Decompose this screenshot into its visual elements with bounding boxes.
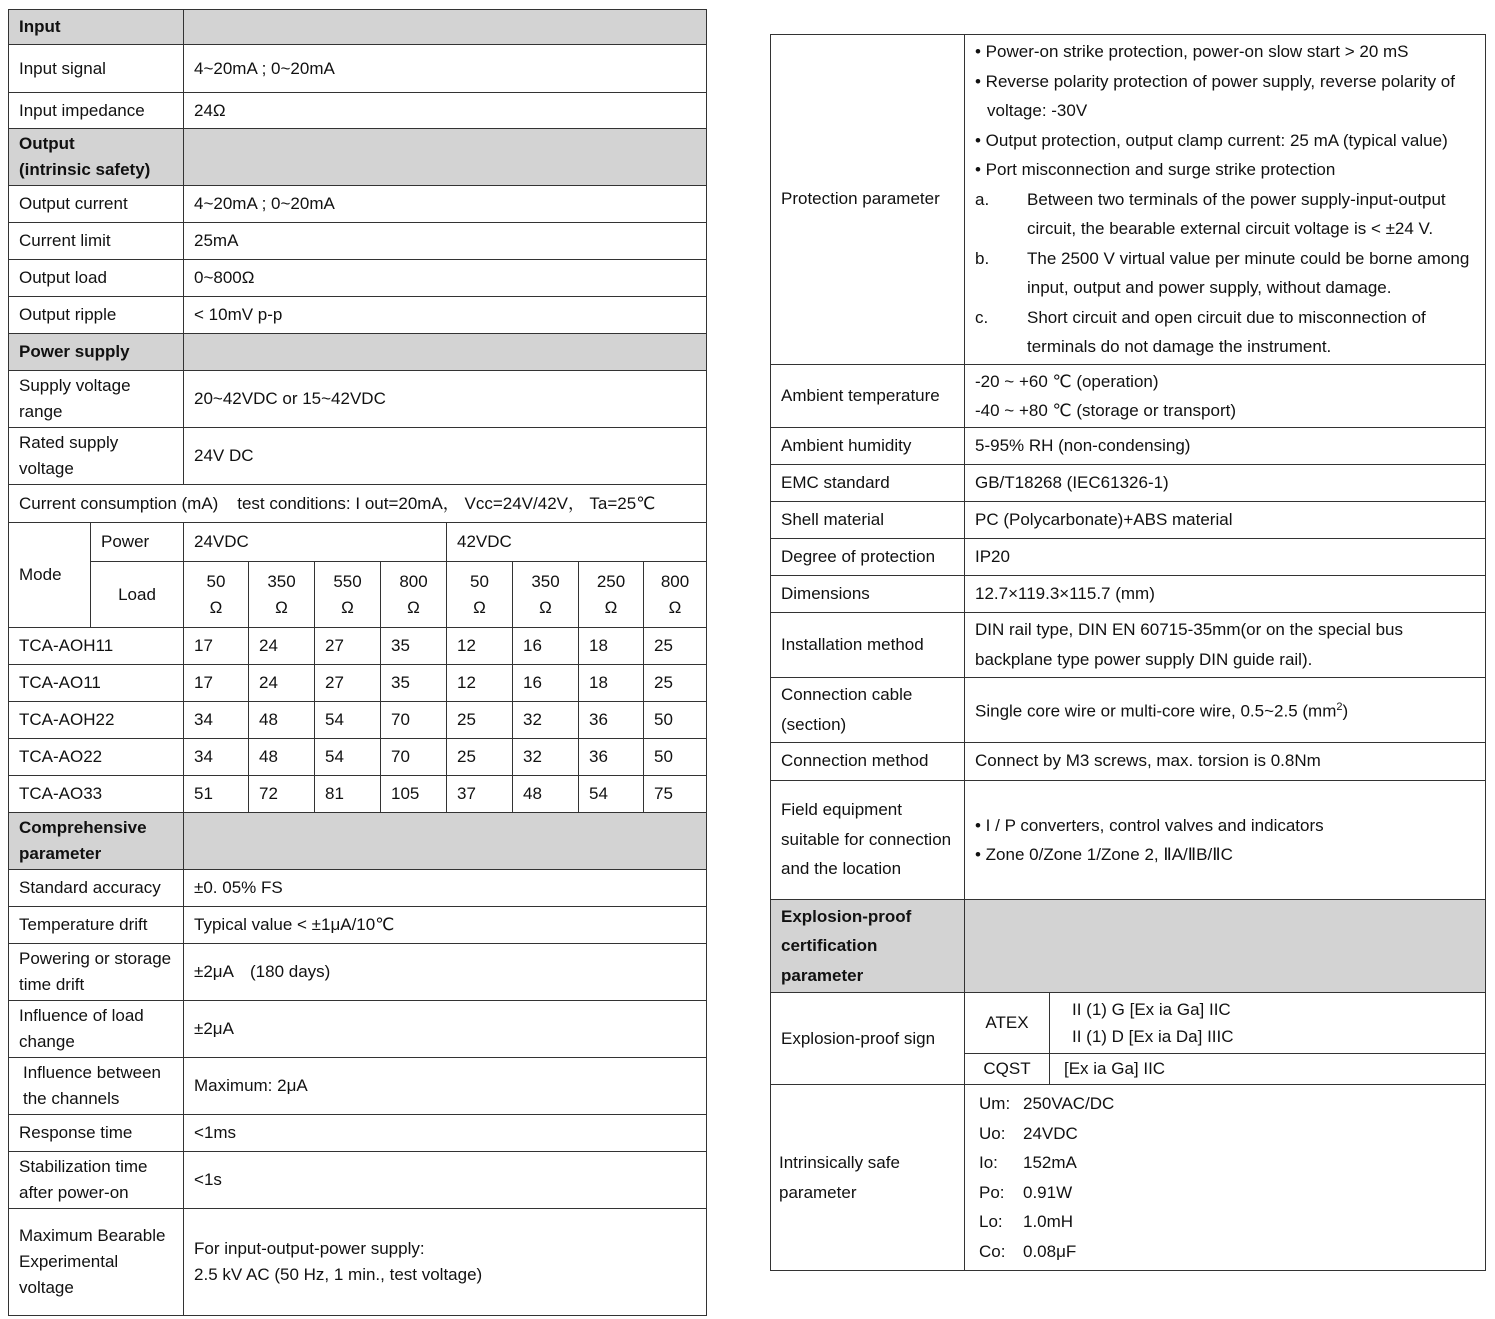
humidity-value: 5-95% RH (non-condensing) (965, 427, 1486, 464)
shell-value: PC (Polycarbonate)+ABS material (965, 501, 1486, 538)
consumption-cell: 25 (644, 665, 707, 702)
emc-label: EMC standard (771, 464, 965, 501)
max-bearable-label: Maximum Bearable Experimental voltage (9, 1209, 184, 1316)
consumption-cell: 18 (579, 628, 644, 665)
protection-item (975, 244, 1475, 303)
consumption-cell: 12 (447, 628, 513, 665)
output-load-value: 0~800Ω (184, 260, 707, 297)
cqst-label: CQST (965, 1053, 1050, 1084)
consumption-cell: 36 (579, 739, 644, 776)
table-row (9, 739, 707, 776)
supply-range-value: 20~42VDC or 15~42VDC (184, 371, 707, 428)
field-equipment-value: • I / P converters, control valves and indicators • Zone 0/Zone 1/Zone 2, ⅡA/ⅡB/ⅡC (965, 780, 1486, 899)
protection-label: Protection parameter (771, 35, 965, 365)
dimensions-label: Dimensions (771, 575, 965, 612)
consumption-cell: 18 (579, 665, 644, 702)
table-row (9, 776, 707, 813)
power-42vdc: 42VDC (447, 523, 707, 562)
consumption-cell: 48 (513, 776, 579, 813)
consumption-cell: 54 (579, 776, 644, 813)
consumption-cell: 75 (644, 776, 707, 813)
isp-line (979, 1148, 1475, 1178)
ambient-temp-value: -20 ~ +60 ℃ (operation) -40 ~ +80 ℃ (storage or transport) (965, 364, 1486, 427)
consumption-cell: 50 (644, 739, 707, 776)
output-current-label: Output current (9, 186, 184, 223)
current-limit-label: Current limit (9, 223, 184, 260)
current-limit-value: 25mA (184, 223, 707, 260)
isp-key: Co: (979, 1241, 1006, 1261)
load-header-cell: 550 Ω (315, 562, 381, 628)
protection-item-text: The 2500 V virtual value per minute could be borne among input, output and power supply, without damage. (1027, 248, 1470, 297)
isp-key: Po: (979, 1182, 1005, 1202)
load-header-cell: 800 Ω (381, 562, 447, 628)
installation-label: Installation method (771, 612, 965, 677)
table-row (9, 665, 707, 702)
consumption-cell: 25 (447, 739, 513, 776)
load-label: Load (91, 562, 184, 628)
consumption-cell: 105 (381, 776, 447, 813)
consumption-cell: 70 (381, 739, 447, 776)
consumption-cell: 36 (579, 702, 644, 739)
channels-value: Maximum: 2μA (184, 1058, 707, 1115)
isp-value: 152mA (1023, 1153, 1077, 1172)
dimensions-value: 12.7×119.3×115.7 (mm) (965, 575, 1486, 612)
consumption-cell: 35 (381, 665, 447, 702)
output-ripple-label: Output ripple (9, 297, 184, 334)
section-header-input: Input (9, 10, 184, 45)
table-row (9, 702, 707, 739)
supply-range-label: Supply voltage range (9, 371, 184, 428)
consumption-cell: 37 (447, 776, 513, 813)
powering-drift-value: ±2μA (180 days) (184, 944, 707, 1001)
consumption-cell: 17 (184, 665, 249, 702)
protection-bullet: • Power-on strike protection, power-on slow start > 20 mS (975, 42, 1409, 61)
temp-drift-value: Typical value < ±1μA/10℃ (184, 907, 707, 944)
ex-sign-label: Explosion-proof sign (771, 993, 965, 1085)
input-signal-label: Input signal (9, 45, 184, 93)
consumption-cell: 34 (184, 702, 249, 739)
isp-key: Uo: (979, 1123, 1006, 1143)
atex-label: ATEX (965, 993, 1050, 1053)
isp-line (979, 1237, 1475, 1267)
consumption-cell: 24 (249, 665, 315, 702)
protection-item-letter: b. (975, 248, 990, 268)
consumption-cell: 32 (513, 702, 579, 739)
consumption-cell: 27 (315, 628, 381, 665)
cable-label: Connection cable (section) (771, 677, 965, 742)
isp-key: Io: (979, 1153, 998, 1172)
isp-label: Intrinsically safe parameter (771, 1085, 965, 1271)
consumption-cell: 16 (513, 628, 579, 665)
protection-degree-label: Degree of protection (771, 538, 965, 575)
section-header-explosion: Explosion-proof certification parameter (771, 899, 965, 993)
max-bearable-value: For input-output-power supply: 2.5 kV AC (50 Hz, 1 min., test voltage) (184, 1209, 707, 1316)
channels-label: Influence between the channels (9, 1058, 184, 1115)
protection-item (975, 303, 1475, 362)
load-header-cell: 350 Ω (513, 562, 579, 628)
protection-bullet: • Output protection, output clamp current: 25 mA (typical value) (975, 130, 1448, 150)
isp-line (979, 1119, 1475, 1149)
model-name: TCA-AOH11 (9, 628, 184, 665)
consumption-cell: 17 (184, 628, 249, 665)
load-header-cell: 50 Ω (447, 562, 513, 628)
conn-method-value: Connect by M3 screws, max. torsion is 0.8Nm (965, 742, 1486, 780)
load-header-cell: 50 Ω (184, 562, 249, 628)
stabilization-label: Stabilization time after power-on (9, 1152, 184, 1209)
load-header-cell: 800 Ω (644, 562, 707, 628)
consumption-cell: 51 (184, 776, 249, 813)
consumption-cell: 25 (447, 702, 513, 739)
output-load-label: Output load (9, 260, 184, 297)
consumption-cell: 48 (249, 702, 315, 739)
isp-value: 24VDC (1023, 1123, 1078, 1143)
installation-value: DIN rail type, DIN EN 60715-35mm(or on the special bus backplane type power supply DIN guide rail). (965, 612, 1486, 677)
load-change-label: Influence of load change (9, 1001, 184, 1058)
table-row (9, 628, 707, 665)
output-ripple-value: < 10mV p-p (184, 297, 707, 334)
load-header-cell: 250 Ω (579, 562, 644, 628)
consumption-cell: 54 (315, 702, 381, 739)
consumption-cell: 50 (644, 702, 707, 739)
protection-bullet: • Reverse polarity protection of power supply, reverse polarity of voltage: -30V (975, 71, 1455, 120)
output-current-value: 4~20mA ; 0~20mA (184, 186, 707, 223)
protection-item-letter: c. (975, 307, 989, 327)
protection-item-letter: a. (975, 189, 990, 209)
accuracy-label: Standard accuracy (9, 870, 184, 907)
isp-value: 0.08μF (1023, 1241, 1077, 1261)
rated-supply-label: Rated supply voltage (9, 428, 184, 485)
model-name: TCA-AO11 (9, 665, 184, 702)
input-impedance-value: 24Ω (184, 93, 707, 129)
model-name: TCA-AO22 (9, 739, 184, 776)
protection-item (975, 185, 1475, 244)
consumption-cell: 34 (184, 739, 249, 776)
emc-value: GB/T18268 (IEC61326-1) (965, 464, 1486, 501)
power-24vdc: 24VDC (184, 523, 447, 562)
isp-value: 1.0mH (1023, 1212, 1074, 1231)
rated-supply-value: 24V DC (184, 428, 707, 485)
consumption-cell: 35 (381, 628, 447, 665)
model-name: TCA-AO33 (9, 776, 184, 813)
stabilization-value: <1s (184, 1152, 707, 1209)
current-consumption-row: Current consumption (mA) test conditions: I out=20mA， Vcc=24V/42V， Ta=25℃ (9, 485, 707, 523)
section-header-power: Power supply (9, 334, 184, 371)
response-label: Response time (9, 1115, 184, 1152)
consumption-cell: 48 (249, 739, 315, 776)
isp-line (979, 1089, 1475, 1119)
left-spec-table (8, 9, 707, 1316)
consumption-cell: 72 (249, 776, 315, 813)
isp-line (979, 1207, 1475, 1237)
ex-sign-value (965, 993, 1486, 1085)
load-change-value: ±2μA (184, 1001, 707, 1058)
consumption-cell: 24 (249, 628, 315, 665)
consumption-cell: 12 (447, 665, 513, 702)
consumption-cell: 81 (315, 776, 381, 813)
accuracy-value: ±0. 05% FS (184, 870, 707, 907)
humidity-label: Ambient humidity (771, 427, 965, 464)
isp-key: Lo: (979, 1212, 1003, 1231)
atex-value: II (1) G [Ex ia Ga] IIC II (1) D [Ex ia Da] IIIC (1050, 993, 1486, 1053)
ambient-temp-label: Ambient temperature (771, 364, 965, 427)
protection-item-text: Short circuit and open circuit due to misconnection of terminals do not damage the instrument. (1027, 307, 1426, 356)
input-impedance-label: Input impedance (9, 93, 184, 129)
protection-degree-value: IP20 (965, 538, 1486, 575)
consumption-cell: 54 (315, 739, 381, 776)
protection-bullet: • Port misconnection and surge strike protection (975, 160, 1336, 179)
isp-key: Um: (979, 1094, 1011, 1113)
field-equipment-label: Field equipment suitable for connection and the location (771, 780, 965, 899)
temp-drift-label: Temperature drift (9, 907, 184, 944)
power-label: Power (91, 523, 184, 562)
cqst-value: [Ex ia Ga] IIC (1064, 1058, 1166, 1078)
load-header-cell: 350 Ω (249, 562, 315, 628)
consumption-cell: 27 (315, 665, 381, 702)
powering-drift-label: Powering or storage time drift (9, 944, 184, 1001)
mode-label: Mode (9, 523, 91, 628)
section-header-output: Output (intrinsic safety) (9, 129, 184, 186)
response-value: <1ms (184, 1115, 707, 1152)
shell-label: Shell material (771, 501, 965, 538)
consumption-cell: 70 (381, 702, 447, 739)
cable-value: Single core wire or multi-core wire, 0.5~2.5 $(mm^2)$ (965, 677, 1486, 742)
right-spec-table (770, 34, 1486, 1271)
protection-value (965, 35, 1486, 365)
protection-item-text: Between two terminals of the power supply-input-output circuit, the bearable external circuit voltage is < ±24 V. (1027, 189, 1446, 238)
isp-line (979, 1178, 1475, 1208)
input-signal-value: 4~20mA ; 0~20mA (184, 45, 707, 93)
consumption-cell: 25 (644, 628, 707, 665)
model-name: TCA-AOH22 (9, 702, 184, 739)
conn-method-label: Connection method (771, 742, 965, 780)
isp-value (965, 1085, 1486, 1271)
consumption-cell: 16 (513, 665, 579, 702)
section-header-comprehensive: Comprehensive parameter (9, 813, 184, 870)
isp-value: 250VAC/DC (1023, 1094, 1115, 1113)
isp-value: 0.91W (1023, 1182, 1073, 1202)
consumption-cell: 32 (513, 739, 579, 776)
